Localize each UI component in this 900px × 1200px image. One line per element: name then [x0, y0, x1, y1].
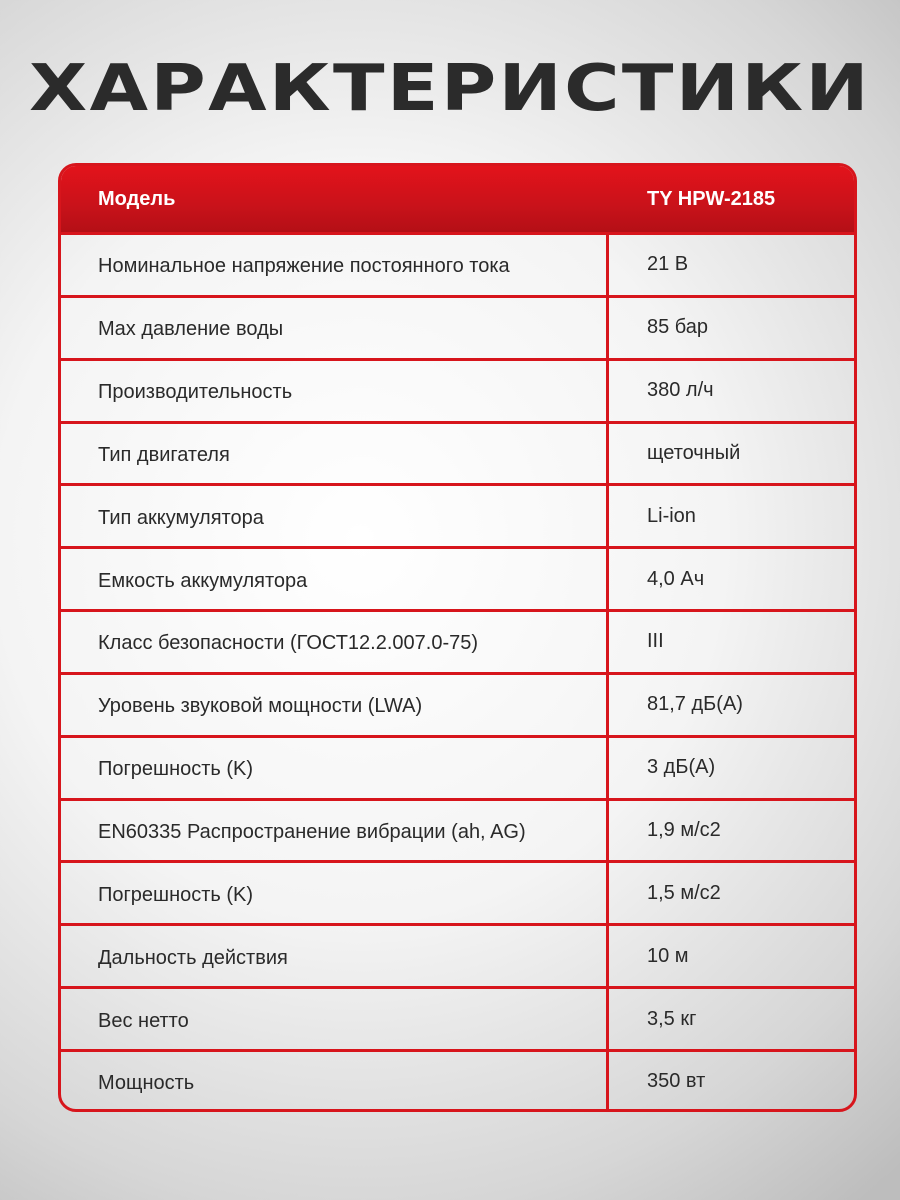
- row-value: 350 вт: [647, 1070, 706, 1093]
- specs-table: [58, 163, 857, 1112]
- table-row: [61, 295, 854, 358]
- row-label: Уровень звуковой мощности (LWA): [61, 675, 609, 735]
- table-row: [61, 798, 854, 861]
- row-value: щеточный: [647, 441, 741, 464]
- row-label: Номинальное напряжение постоянного тока: [61, 235, 609, 295]
- row-value: 380 л/ч: [647, 379, 714, 402]
- row-value: 81,7 дБ(А): [647, 693, 743, 716]
- row-value: 85 бар: [647, 316, 709, 339]
- row-value: 3 дБ(А): [647, 756, 716, 779]
- table-header: [61, 166, 854, 232]
- table-row: [61, 358, 854, 421]
- row-value: Li-ion: [647, 504, 696, 527]
- table-row: [61, 1049, 854, 1112]
- header-label: Модель: [98, 187, 176, 210]
- row-label: Мощность: [61, 1052, 609, 1112]
- table-row: [61, 735, 854, 798]
- table-row: [61, 986, 854, 1049]
- row-label: Max давление воды: [61, 298, 609, 358]
- row-label: Тип аккумулятора: [61, 486, 609, 546]
- header-value: TY HPW-2185: [647, 187, 776, 210]
- page-title: ХАРАКТЕРИСТИКИ: [29, 52, 871, 126]
- table-row: [61, 609, 854, 672]
- table-row: [61, 421, 854, 484]
- row-label: EN60335 Распространение вибрации (ah, AG): [61, 801, 609, 861]
- row-value: 4,0 Ач: [647, 567, 705, 590]
- row-label: Погрешность (K): [61, 738, 609, 798]
- row-label: Класс безопасности (ГОСТ12.2.007.0-75): [61, 612, 609, 672]
- row-value: III: [647, 630, 664, 653]
- row-label: Погрешность (K): [61, 863, 609, 923]
- row-value: 1,9 м/с2: [647, 819, 721, 842]
- row-value: 3,5 кг: [647, 1007, 697, 1030]
- row-label: Производительность: [61, 361, 609, 421]
- table-row: [61, 672, 854, 735]
- row-label: Вес нетто: [61, 989, 609, 1049]
- table-row: [61, 860, 854, 923]
- row-label: Дальность действия: [61, 926, 609, 986]
- table-row: [61, 923, 854, 986]
- table-row: [61, 546, 854, 609]
- table-row: [61, 483, 854, 546]
- row-value: 10 м: [647, 944, 689, 967]
- row-value: 21 В: [647, 253, 689, 276]
- table-row: [61, 232, 854, 295]
- row-label: Тип двигателя: [61, 424, 609, 484]
- row-label: Емкость аккумулятора: [61, 549, 609, 609]
- row-value: 1,5 м/с2: [647, 881, 721, 904]
